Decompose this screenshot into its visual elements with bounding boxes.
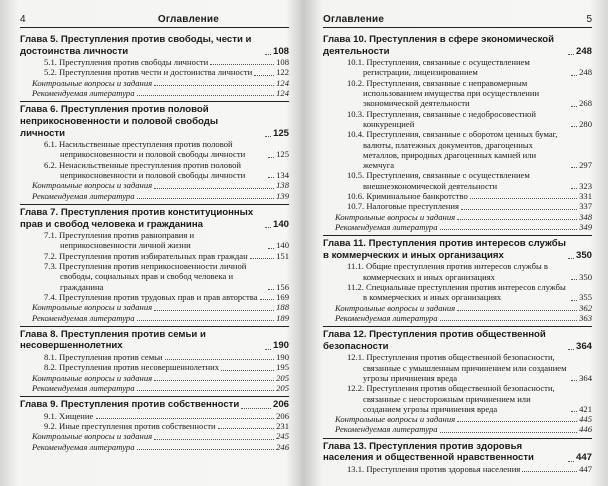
- entry-page-number: 189: [276, 312, 289, 323]
- toc-auxiliary-entry: [20, 302, 289, 312]
- leader-dots: [470, 198, 577, 199]
- chapter-title: [20, 329, 289, 352]
- entry-page-number: 245: [276, 431, 289, 442]
- entry-text: Рекомендуемая литература: [335, 221, 438, 232]
- entry-page-number: 323: [579, 180, 592, 191]
- toc-auxiliary-entry: [20, 313, 289, 323]
- leader-dots: [241, 408, 271, 409]
- toc-chapter: [323, 32, 592, 232]
- chapter-title-text: Глава 7. Преступления против конституционных прав и свобод человека и гражданина: [20, 206, 254, 230]
- entry-page-number: 188: [276, 302, 289, 313]
- chapter-title-text: Глава 5. Преступления против свободы, чести и достоинства личности: [20, 34, 252, 57]
- entry-text: 7.1. Преступления против равноправия и неприкосновенности личной жизни: [44, 230, 195, 251]
- chapter-title-text: Глава 12. Преступления против общественной безопасности: [323, 329, 546, 352]
- leader-dots: [265, 136, 271, 137]
- chapter-title: [323, 34, 592, 57]
- leader-dots: [154, 439, 274, 440]
- chapter-page-number: 364: [575, 340, 592, 352]
- toc-section-entry: [323, 191, 592, 201]
- leader-dots: [522, 471, 577, 472]
- leader-dots: [268, 289, 274, 290]
- chapter-title: [20, 207, 289, 230]
- entry-page-number: 331: [579, 191, 592, 202]
- chapter-page-number: 140: [272, 218, 289, 230]
- toc-chapter: [20, 396, 289, 452]
- entry-page-number: 139: [276, 190, 289, 201]
- entry-page-number: 140: [276, 240, 289, 251]
- entry-page-number: 231: [276, 421, 289, 432]
- leader-dots: [154, 310, 274, 311]
- chapter-title-text: Глава 9. Преступления против собственности: [20, 399, 240, 411]
- chapter-title-text: Глава 10. Преступления в сфере экономической деятельности: [323, 34, 555, 57]
- toc-auxiliary-entry: [323, 303, 592, 313]
- entry-text: Рекомендуемая литература: [32, 441, 135, 452]
- entry-page-number: 421: [579, 403, 592, 414]
- chapter-title: [323, 441, 592, 464]
- chapter-title-text: Глава 6. Преступления против половой неприкосновенности и половой свободы личности: [20, 104, 219, 139]
- chapter-title-text: Глава 13. Преступления против здоровья населения и общественной нравственности: [323, 440, 534, 464]
- chapter-page-number: 248: [575, 45, 592, 57]
- entry-text: Контрольные вопросы и задания: [32, 372, 153, 383]
- leader-dots: [268, 248, 274, 249]
- chapter-page-number: 206: [272, 399, 289, 411]
- chapter-page-number: 350: [575, 249, 592, 261]
- entry-text: 8.1. Преступления против семьи: [44, 351, 163, 362]
- leader-dots: [137, 320, 275, 321]
- toc-section-entry: [20, 292, 289, 302]
- leader-dots: [96, 418, 274, 419]
- entry-text: 10.2. Преступления, связанные с неправомерным использованием имущества при осуществлении экономической деятельности: [347, 77, 540, 109]
- toc-section-entry: [323, 261, 592, 282]
- toc-section-entry: [20, 57, 289, 67]
- entry-text: 10.7. Налоговые преступления: [347, 201, 459, 212]
- entry-text: Контрольные вопросы и задания: [335, 302, 456, 313]
- entry-text: 11.2. Специальные преступления против интересов службы в коммерческих и иных организациях: [347, 282, 566, 303]
- leader-dots: [457, 310, 577, 311]
- entry-page-number: 348: [579, 211, 592, 222]
- leader-dots: [568, 349, 574, 350]
- toc-auxiliary-entry: [20, 191, 289, 201]
- chapter-title: [20, 34, 289, 57]
- entry-page-number: 350: [579, 271, 592, 282]
- chapter-page-number: 125: [272, 127, 289, 139]
- toc-section-entry: [20, 160, 289, 181]
- leader-dots: [154, 380, 274, 381]
- leader-dots: [260, 299, 275, 300]
- entry-text: 10.4. Преступления, связанные с оборотом ценных бумаг, валюты, платежных документов, драгоценных металлов, природных драгоценных камней или жемчуга: [347, 129, 558, 171]
- entry-page-number: 190: [276, 351, 289, 362]
- leader-dots: [571, 75, 577, 76]
- leader-dots: [137, 390, 275, 391]
- leader-dots: [265, 54, 271, 55]
- leader-dots: [254, 75, 274, 76]
- leader-dots: [571, 279, 577, 280]
- entry-text: Контрольные вопросы и задания: [32, 302, 153, 313]
- entry-page-number: 355: [579, 292, 592, 303]
- entry-page-number: 248: [579, 67, 592, 78]
- entry-text: Рекомендуемая литература: [32, 312, 135, 323]
- entry-text: 6.1. Насильственные преступления против половой неприкосновенности и половой свободы личности: [44, 139, 246, 160]
- leader-dots: [568, 54, 574, 55]
- entry-page-number: 297: [579, 160, 592, 171]
- toc-section-entry: [20, 67, 289, 77]
- toc-auxiliary-entry: [20, 373, 289, 383]
- leader-dots: [268, 177, 274, 178]
- entry-text: 7.4. Преступления против трудовых прав и прав авторства: [44, 291, 258, 302]
- toc-auxiliary-entry: [323, 414, 592, 424]
- entry-page-number: 125: [276, 149, 289, 160]
- entry-page-number: 337: [579, 201, 592, 212]
- toc-section-entry: [323, 352, 592, 383]
- leader-dots: [440, 229, 578, 230]
- leader-dots: [457, 219, 577, 220]
- chapter-title: [323, 238, 592, 261]
- toc-chapter: [323, 235, 592, 323]
- entry-text: 10.6. Криминальное банкротство: [347, 191, 468, 202]
- entry-text: Контрольные вопросы и задания: [335, 211, 456, 222]
- leader-dots: [165, 359, 274, 360]
- entry-text: Контрольные вопросы и задания: [32, 77, 153, 88]
- toc-chapter: [20, 32, 289, 98]
- running-title-left: Оглавление: [157, 14, 219, 25]
- toc-chapter: [20, 101, 289, 201]
- entry-text: 12.1. Преступления против общественной безопасности, связанные с умышленным причинением или созданием угрозы причинения вреда: [347, 352, 567, 383]
- running-title-right: Оглавление: [323, 14, 385, 25]
- chapter-title-text: Глава 11. Преступления против интересов службы в коммерческих и иных организациях: [323, 238, 566, 261]
- entry-page-number: 447: [579, 463, 592, 474]
- entry-text: Контрольные вопросы и задания: [32, 431, 153, 442]
- entry-page-number: 124: [276, 77, 289, 88]
- toc-auxiliary-entry: [323, 212, 592, 222]
- toc-auxiliary-entry: [20, 383, 289, 393]
- entry-text: Рекомендуемая литература: [32, 88, 135, 99]
- running-head-right: [323, 0, 592, 28]
- entry-page-number: 445: [579, 414, 592, 425]
- toc-section-entry: [20, 421, 289, 431]
- entry-page-number: 362: [579, 302, 592, 313]
- toc-chapter: [323, 326, 592, 435]
- leader-dots: [154, 85, 274, 86]
- entry-text: Рекомендуемая литература: [32, 190, 135, 201]
- entry-text: Рекомендуемая литература: [335, 312, 438, 323]
- chapter-title: [20, 104, 289, 139]
- entry-page-number: 205: [276, 372, 289, 383]
- leader-dots: [268, 157, 274, 158]
- entry-page-number: 195: [276, 362, 289, 373]
- toc-section-entry: [20, 352, 289, 362]
- entry-text: 10.5. Преступления, связанные с осуществлением внешнеэкономической деятельности: [347, 170, 530, 191]
- toc-section-entry: [323, 383, 592, 414]
- toc-section-entry: [323, 464, 592, 474]
- toc-auxiliary-entry: [323, 313, 592, 323]
- toc-section-entry: [20, 139, 289, 160]
- leader-dots: [137, 198, 275, 199]
- leader-dots: [137, 449, 275, 450]
- entry-page-number: 268: [579, 98, 592, 109]
- entry-page-number: 364: [579, 372, 592, 383]
- leader-dots: [568, 258, 574, 259]
- entry-page-number: 246: [276, 441, 289, 452]
- chapter-page-number: 447: [575, 452, 592, 464]
- leader-dots: [154, 188, 274, 189]
- entry-page-number: 169: [276, 291, 289, 302]
- entry-text: 10.3. Преступления, связанные с недобросовестной конкуренцией: [347, 108, 536, 129]
- leader-dots: [461, 209, 577, 210]
- toc-section-entry: [20, 230, 289, 251]
- entry-page-number: 363: [579, 312, 592, 323]
- leader-dots: [250, 258, 274, 259]
- entry-page-number: 122: [276, 67, 289, 78]
- leader-dots: [221, 370, 274, 371]
- toc-section-entry: [323, 78, 592, 109]
- entry-text: 9.1. Хищение: [44, 410, 94, 421]
- entry-text: Рекомендуемая литература: [335, 424, 438, 435]
- leader-dots: [571, 167, 577, 168]
- chapter-title-text: Глава 8. Преступления против семьи и несовершеннолетних: [20, 328, 206, 352]
- toc-section-entry: [20, 251, 289, 261]
- toc-section-entry: [323, 282, 592, 303]
- toc-auxiliary-entry: [20, 431, 289, 441]
- left-page: [0, 0, 301, 486]
- toc-section-entry: [323, 109, 592, 130]
- leader-dots: [571, 300, 577, 301]
- toc-left: [20, 32, 289, 452]
- entry-page-number: 134: [276, 170, 289, 181]
- leader-dots: [571, 106, 577, 107]
- entry-page-number: 206: [276, 410, 289, 421]
- entry-page-number: 151: [276, 250, 289, 261]
- leader-dots: [137, 95, 275, 96]
- chapter-page-number: 190: [272, 340, 289, 352]
- toc-section-entry: [323, 57, 592, 78]
- entry-text: 8.2. Преступления против несовершеннолетних: [44, 362, 219, 373]
- toc-section-entry: [323, 170, 592, 191]
- entry-text: 12.2. Преступления против общественной безопасности, связанные с неосторожным причинением или созданием угрозы причинения вреда: [347, 383, 555, 414]
- entry-text: 5.2. Преступления против чести и достоинства личности: [44, 67, 253, 78]
- toc-auxiliary-entry: [323, 424, 592, 434]
- toc-chapter: [323, 438, 592, 474]
- toc-chapter: [20, 204, 289, 323]
- entry-page-number: 124: [276, 88, 289, 99]
- entry-page-number: 205: [276, 382, 289, 393]
- leader-dots: [265, 349, 271, 350]
- entry-text: Контрольные вопросы и задания: [335, 414, 456, 425]
- leader-dots: [571, 188, 577, 189]
- leader-dots: [571, 411, 577, 412]
- leader-dots: [457, 421, 577, 422]
- leader-dots: [440, 432, 578, 433]
- leader-dots: [265, 227, 271, 228]
- toc-section-entry: [323, 129, 592, 170]
- leader-dots: [440, 320, 578, 321]
- leader-dots: [571, 380, 577, 381]
- toc-auxiliary-entry: [20, 78, 289, 88]
- entry-page-number: 156: [276, 281, 289, 292]
- entry-text: 7.2. Преступления против избирательных прав граждан: [44, 250, 248, 261]
- toc-section-entry: [323, 201, 592, 211]
- entry-text: 9.2. Иные преступления против собственности: [44, 421, 216, 432]
- entry-page-number: 349: [579, 221, 592, 232]
- chapter-title: [20, 399, 289, 411]
- toc-section-entry: [20, 362, 289, 372]
- page-number-right: 5: [586, 14, 592, 25]
- toc-chapter: [20, 326, 289, 393]
- entry-text: 6.2. Ненасильственные преступления против половой неприкосновенности и половой свободы личности: [44, 159, 246, 181]
- right-page: [305, 0, 608, 486]
- entry-text: 11.1. Общие преступления против интересов службы в коммерческих и иных организациях: [347, 261, 548, 282]
- entry-text: Рекомендуемая литература: [32, 382, 135, 393]
- toc-auxiliary-entry: [20, 442, 289, 452]
- leader-dots: [218, 428, 274, 429]
- toc-auxiliary-entry: [20, 180, 289, 190]
- entry-page-number: 108: [276, 57, 289, 68]
- entry-page-number: 138: [276, 180, 289, 191]
- entry-text: 5.1. Преступления против свободы личности: [44, 57, 209, 68]
- running-head-left: [20, 0, 289, 28]
- leader-dots: [568, 461, 574, 462]
- toc-right: [323, 32, 592, 474]
- entry-page-number: 280: [579, 118, 592, 129]
- toc-section-entry: [20, 261, 289, 292]
- toc-section-entry: [20, 411, 289, 421]
- chapter-page-number: 108: [272, 45, 289, 57]
- chapter-title: [323, 329, 592, 352]
- page-number-left: 4: [20, 14, 26, 25]
- entry-text: Контрольные вопросы и задания: [32, 180, 153, 191]
- toc-auxiliary-entry: [323, 222, 592, 232]
- entry-text: 10.1. Преступления, связанные с осуществлением регистрации, лицензированием: [347, 57, 530, 78]
- leader-dots: [210, 64, 274, 65]
- entry-text: 13.1. Преступления против здоровья населения: [347, 463, 521, 474]
- entry-page-number: 446: [579, 424, 592, 435]
- toc-auxiliary-entry: [20, 88, 289, 98]
- entry-text: 7.3. Преступления против неприкосновенности личной свободы, социальных прав и свобод человека и гражданина: [44, 261, 247, 292]
- leader-dots: [571, 126, 577, 127]
